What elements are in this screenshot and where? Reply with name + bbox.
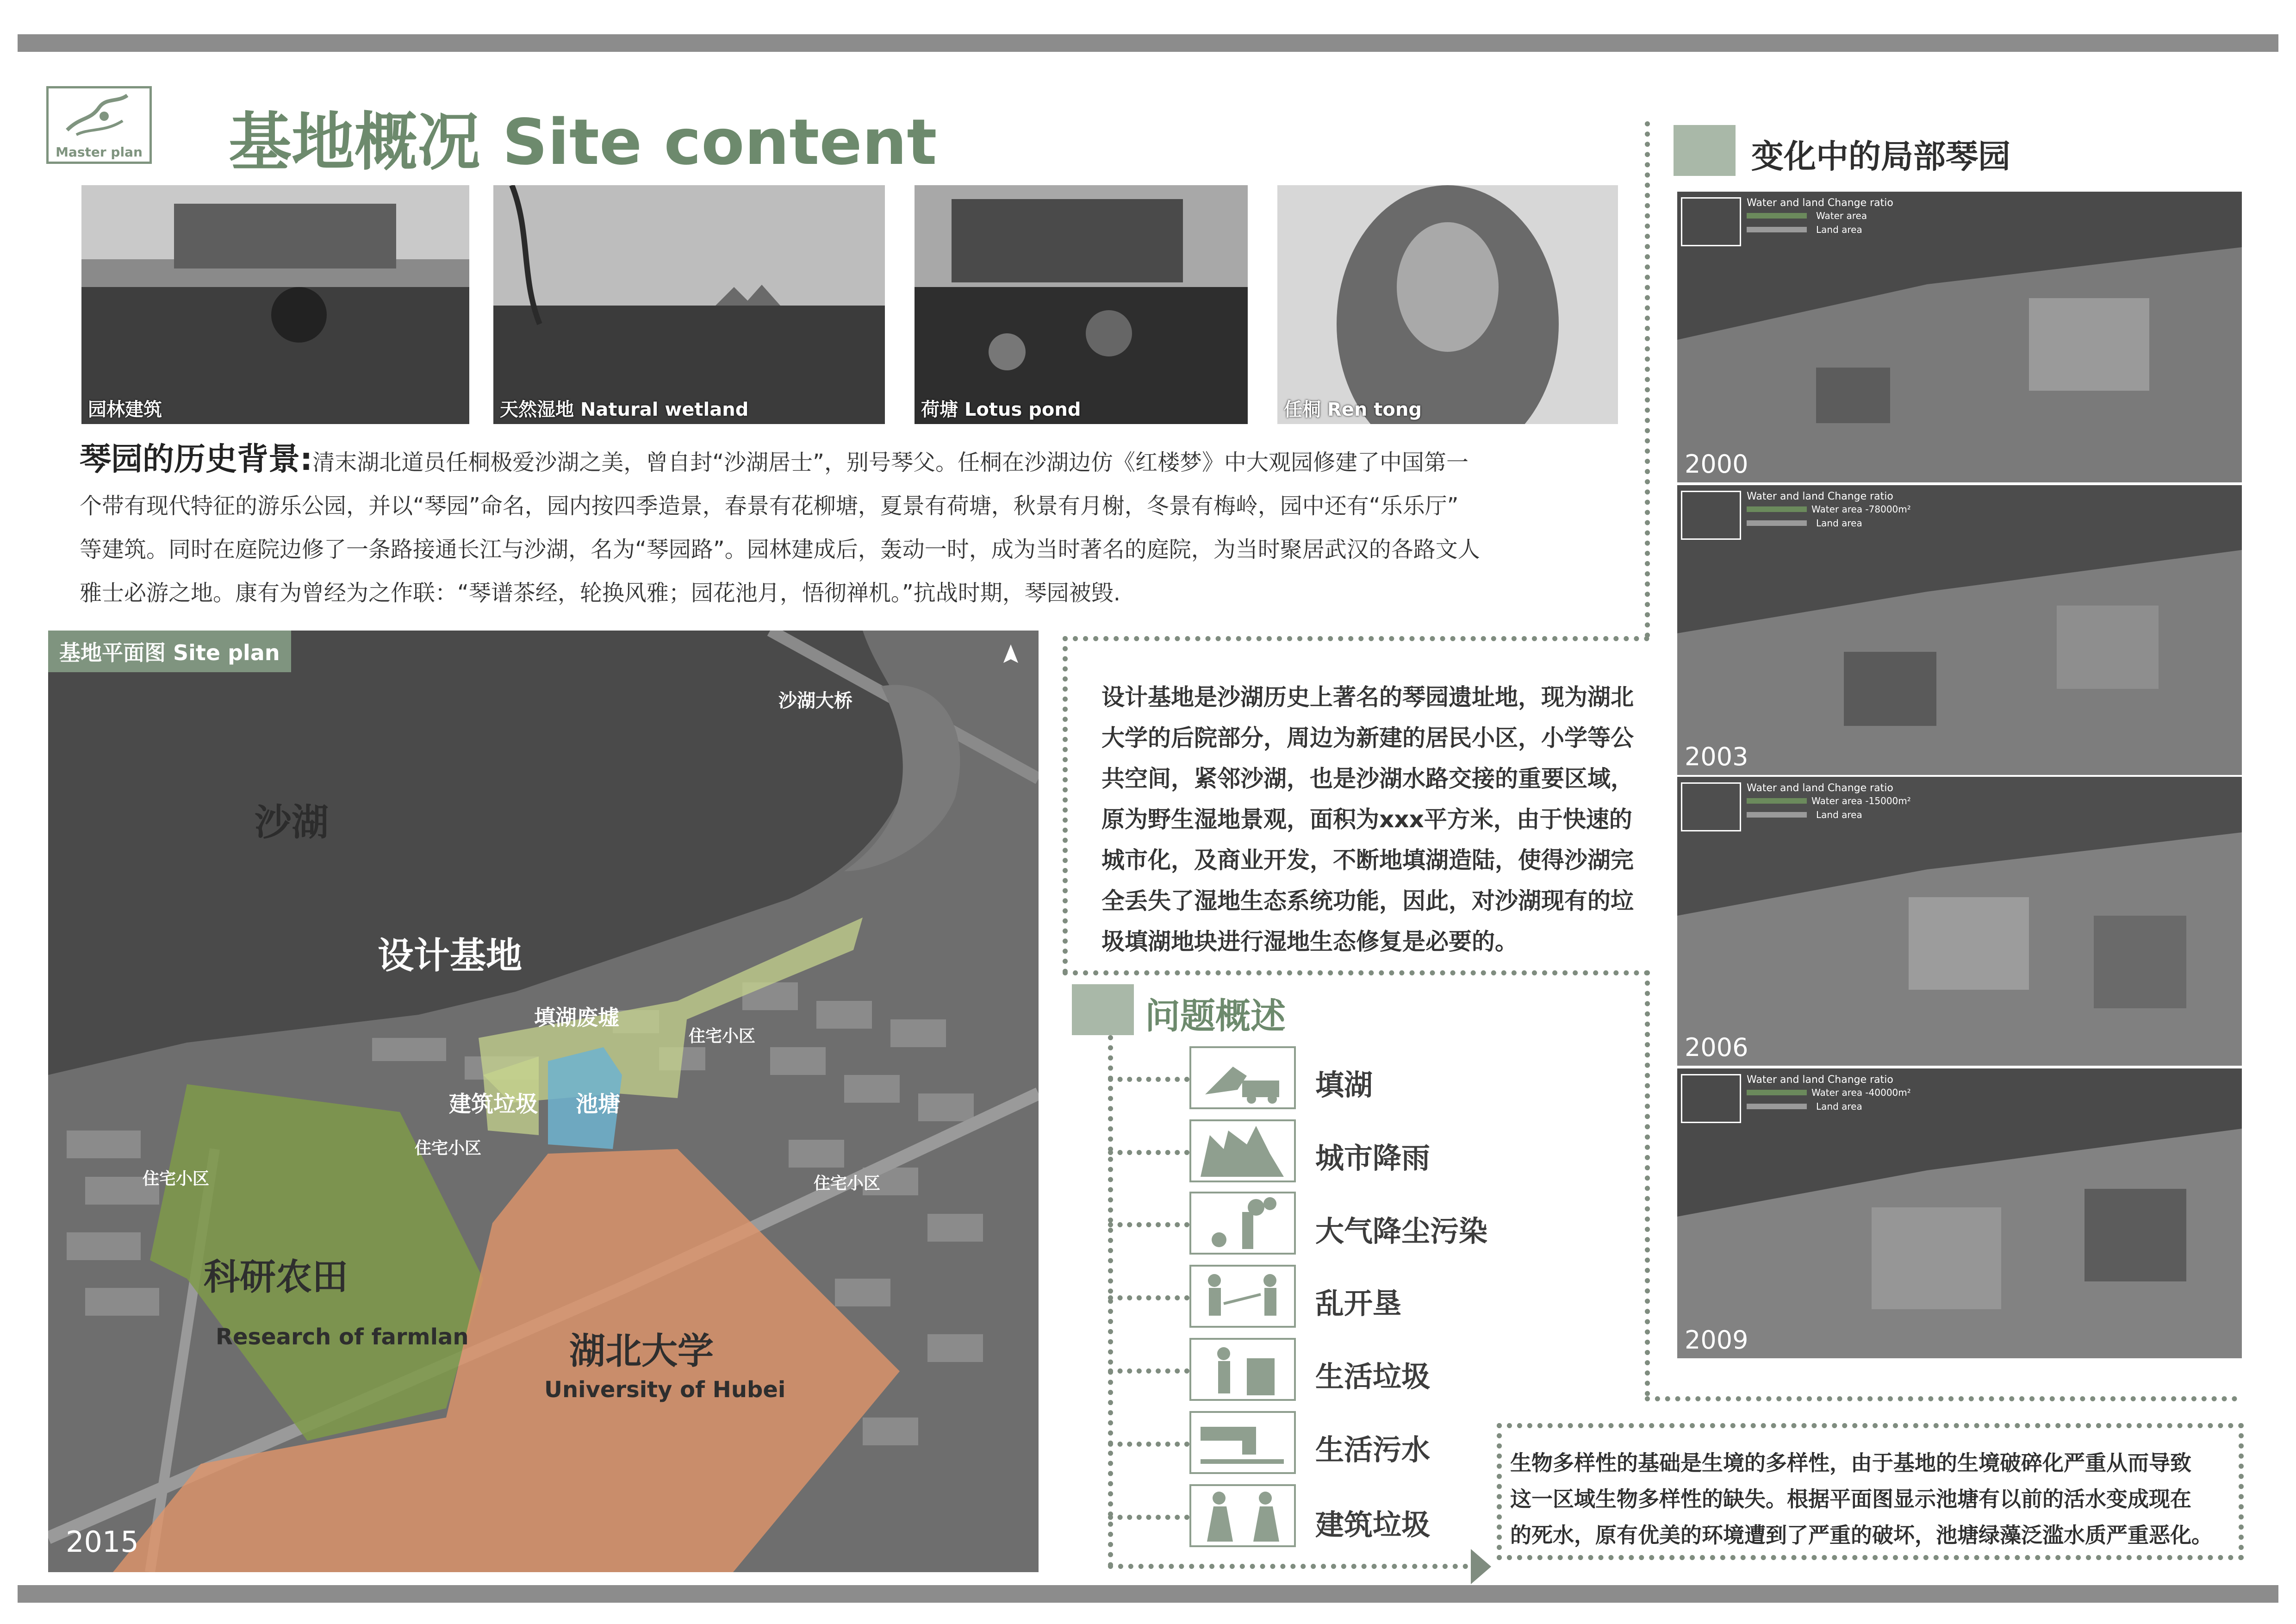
issue-label: 大气降尘污染 — [1315, 1214, 1488, 1248]
trash-bin-icon — [1189, 1338, 1296, 1401]
issue-label: 建筑垃圾 — [1315, 1508, 1431, 1542]
legend-land: Land area — [1816, 1101, 1862, 1112]
map-label-farmland: 科研农田 — [204, 1256, 348, 1298]
legend-title: Water and land Change ratio — [1747, 1074, 1893, 1086]
legend-land: Land area — [1816, 809, 1862, 820]
excavator-icon — [1189, 1046, 1296, 1109]
smoke-pollution-icon — [1189, 1192, 1296, 1255]
dotted-divider — [1063, 970, 1649, 975]
site-plan-map — [48, 631, 1039, 1572]
description-line: 大学的后院部分，周边为新建的居民小区，小学等公 — [1101, 725, 1634, 751]
panel-year: 2009 — [1685, 1325, 1748, 1355]
satellite-panel-2000 — [1677, 192, 2242, 482]
legend-water: Water area -40000m² — [1811, 1087, 1911, 1098]
land-swatch — [1747, 227, 1807, 232]
legend-water: Water area — [1816, 210, 1867, 221]
legend-water: Water area -15000m² — [1811, 795, 1911, 806]
excavator-icon — [1681, 1074, 1741, 1123]
map-label-design-site: 设计基地 — [378, 935, 523, 977]
legend-title: Water and land Change ratio — [1747, 491, 1893, 502]
arrow-right-icon — [1471, 1549, 1491, 1584]
panel-year: 2000 — [1685, 450, 1748, 479]
dotted-connector — [1108, 1442, 1189, 1447]
change-legend — [1677, 1068, 1911, 1124]
description-line: 设计基地是沙湖历史上著名的琴园遗址地，现为湖北 — [1101, 684, 1634, 711]
description-line: 原为野生湿地景观，面积为xxx平方米，由于快速的 — [1101, 806, 1632, 833]
change-legend — [1677, 777, 1911, 832]
issue-label: 城市降雨 — [1315, 1141, 1431, 1175]
dotted-connector — [1108, 1035, 1113, 1568]
map-label-farmland-en: Research of farmlan — [216, 1324, 469, 1350]
photo-natural-wetland — [493, 185, 885, 424]
map-label-residential: 住宅小区 — [415, 1139, 482, 1158]
legend-title: Water and land Change ratio — [1747, 782, 1893, 794]
dotted-divider — [1063, 636, 1068, 974]
map-label-residential: 住宅小区 — [143, 1169, 210, 1188]
dotted-connector — [1108, 1150, 1189, 1155]
map-label-university-en: University of Hubei — [544, 1377, 786, 1403]
map-label-pond: 池塘 — [576, 1091, 621, 1117]
dotted-divider — [1063, 636, 1649, 641]
conclusion-line: 生物多样性的基础是生境的多样性，由于基地的生境破碎化严重从而导致 — [1510, 1450, 2191, 1475]
conclusion-line: 的死水，原有优美的环境遭到了严重的破坏，池塘绿藻泛滥水质严重恶化。 — [1510, 1523, 2213, 1548]
sewage-pipe-icon — [1189, 1411, 1296, 1474]
history-line: 个带有现代特征的游乐公园，并以“琴园”命名，园内按四季造景，春景有花柳塘，夏景有荷塘，秋景有月榭，冬景有梅岭，园中还有“乐乐厅” — [80, 493, 1459, 519]
satellite-panel-2009 — [1677, 1068, 2242, 1358]
satellite-panel-2003 — [1677, 485, 2242, 775]
map-label-lake: 沙湖 — [255, 801, 329, 844]
top-border-bar — [18, 34, 2278, 52]
photo-ren-tong-portrait — [1277, 185, 1618, 424]
dotted-connector — [1108, 1564, 1478, 1569]
land-swatch — [1747, 812, 1807, 818]
description-line: 城市化，及商业开发，不断地填湖造陆，使得沙湖完 — [1101, 847, 1634, 874]
water-swatch — [1747, 798, 1807, 804]
legend-land: Land area — [1816, 518, 1862, 529]
change-legend — [1677, 192, 1893, 247]
map-label-construction-waste: 建筑垃圾 — [449, 1091, 538, 1117]
map-label-bridge: 沙湖大桥 — [778, 690, 852, 712]
land-swatch — [1747, 520, 1807, 526]
dotted-divider — [1645, 1396, 2237, 1401]
page-title: 基地概况 Site content — [229, 106, 937, 179]
map-label-university: 湖北大学 — [569, 1330, 714, 1372]
photo-caption: 园林建筑 — [88, 399, 162, 420]
map-label-residential: 住宅小区 — [689, 1027, 756, 1046]
excavator-icon — [1681, 197, 1741, 246]
conclusion-box — [1497, 1423, 2244, 1560]
photo-caption: 荷塘 Lotus pond — [921, 399, 1081, 420]
conclusion-line: 这一区域生物多样性的缺失。根据平面图显示池塘有以前的活水变成现在 — [1510, 1487, 2191, 1512]
water-swatch — [1747, 213, 1807, 219]
site-plan-image — [48, 631, 1039, 1572]
history-heading: 琴园的历史背景: — [80, 441, 313, 478]
legend-title: Water and land Change ratio — [1747, 197, 1893, 209]
dotted-connector — [1108, 1295, 1189, 1300]
issues-title: 问题概述 — [1145, 995, 1286, 1037]
water-swatch — [1747, 1090, 1807, 1095]
change-legend — [1677, 485, 1911, 541]
issue-label: 生活垃圾 — [1315, 1360, 1431, 1393]
satellite-panel-2006 — [1677, 777, 2242, 1066]
excavator-icon — [1681, 782, 1741, 831]
master-plan-logo — [46, 86, 152, 164]
issue-label: 生活污水 — [1315, 1433, 1431, 1467]
dotted-connector — [1108, 1368, 1189, 1374]
photo-lotus-pond — [915, 185, 1248, 424]
excavator-icon — [1681, 491, 1741, 540]
map-label-residential: 住宅小区 — [814, 1174, 881, 1193]
water-swatch — [1747, 506, 1807, 512]
dotted-connector — [1108, 1222, 1189, 1227]
rain-city-icon — [1189, 1119, 1296, 1182]
history-paragraph — [80, 438, 1635, 615]
photo-garden-building — [81, 185, 469, 424]
legend-water: Water area -78000m² — [1811, 504, 1911, 515]
issues-title-square — [1072, 984, 1134, 1035]
site-description — [1101, 677, 1634, 962]
photo-caption: 任桐 Ren tong — [1284, 399, 1422, 420]
site-plan-tag: 基地平面图 Site plan — [48, 631, 291, 672]
issue-label: 乱开垦 — [1315, 1287, 1402, 1320]
dotted-divider — [1645, 970, 1650, 1396]
history-line: 等建筑。同时在庭院边修了一条路接通长江与沙湖，名为“琴园路”。园林建成后，轰动一时，成为当时著名的庭院，为当时聚居武汉的各路文人 — [80, 537, 1480, 562]
history-line: 清末湖北道员任桐极爱沙湖之美，曾自封“沙湖居士”，别号琴父。任桐在沙湖边仿《红楼梦》中大观园修建了中国第一 — [312, 450, 1468, 475]
history-line: 雅士必游之地。康有为曾经为之作联：“琴谱茶经，轮换风雅；园花池月，悟彻禅机。”抗战时期，琴园被毁. — [80, 580, 1120, 606]
panel-year: 2006 — [1685, 1033, 1748, 1062]
description-line: 全丢失了湿地生态系统功能，因此，对沙湖现有的垃 — [1101, 887, 1634, 914]
map-label-landfill: 填湖废墟 — [534, 1005, 619, 1030]
land-swatch — [1747, 1104, 1807, 1109]
change-title-square — [1674, 125, 1736, 176]
master-plan-icon — [49, 88, 149, 144]
issue-label: 填湖 — [1315, 1068, 1373, 1102]
description-line: 共空间，紧邻沙湖，也是沙湖水路交接的重要区域， — [1101, 765, 1634, 792]
panel-year: 2003 — [1685, 742, 1748, 771]
dotted-divider — [1645, 121, 1650, 638]
conclusion-text — [1510, 1445, 2213, 1553]
photo-caption: 天然湿地 Natural wetland — [500, 399, 749, 420]
dotted-connector — [1108, 1515, 1189, 1520]
change-title: 变化中的局部琴园 — [1751, 137, 2010, 175]
dotted-connector — [1108, 1077, 1189, 1082]
construction-workers-icon — [1189, 1484, 1296, 1547]
logo-label: Master plan — [56, 144, 143, 160]
farming-people-icon — [1189, 1265, 1296, 1328]
legend-land: Land area — [1816, 224, 1862, 235]
bottom-border-bar — [18, 1585, 2278, 1603]
map-year: 2015 — [66, 1525, 139, 1559]
description-line: 圾填湖地块进行湿地生态修复是必要的。 — [1101, 928, 1518, 955]
